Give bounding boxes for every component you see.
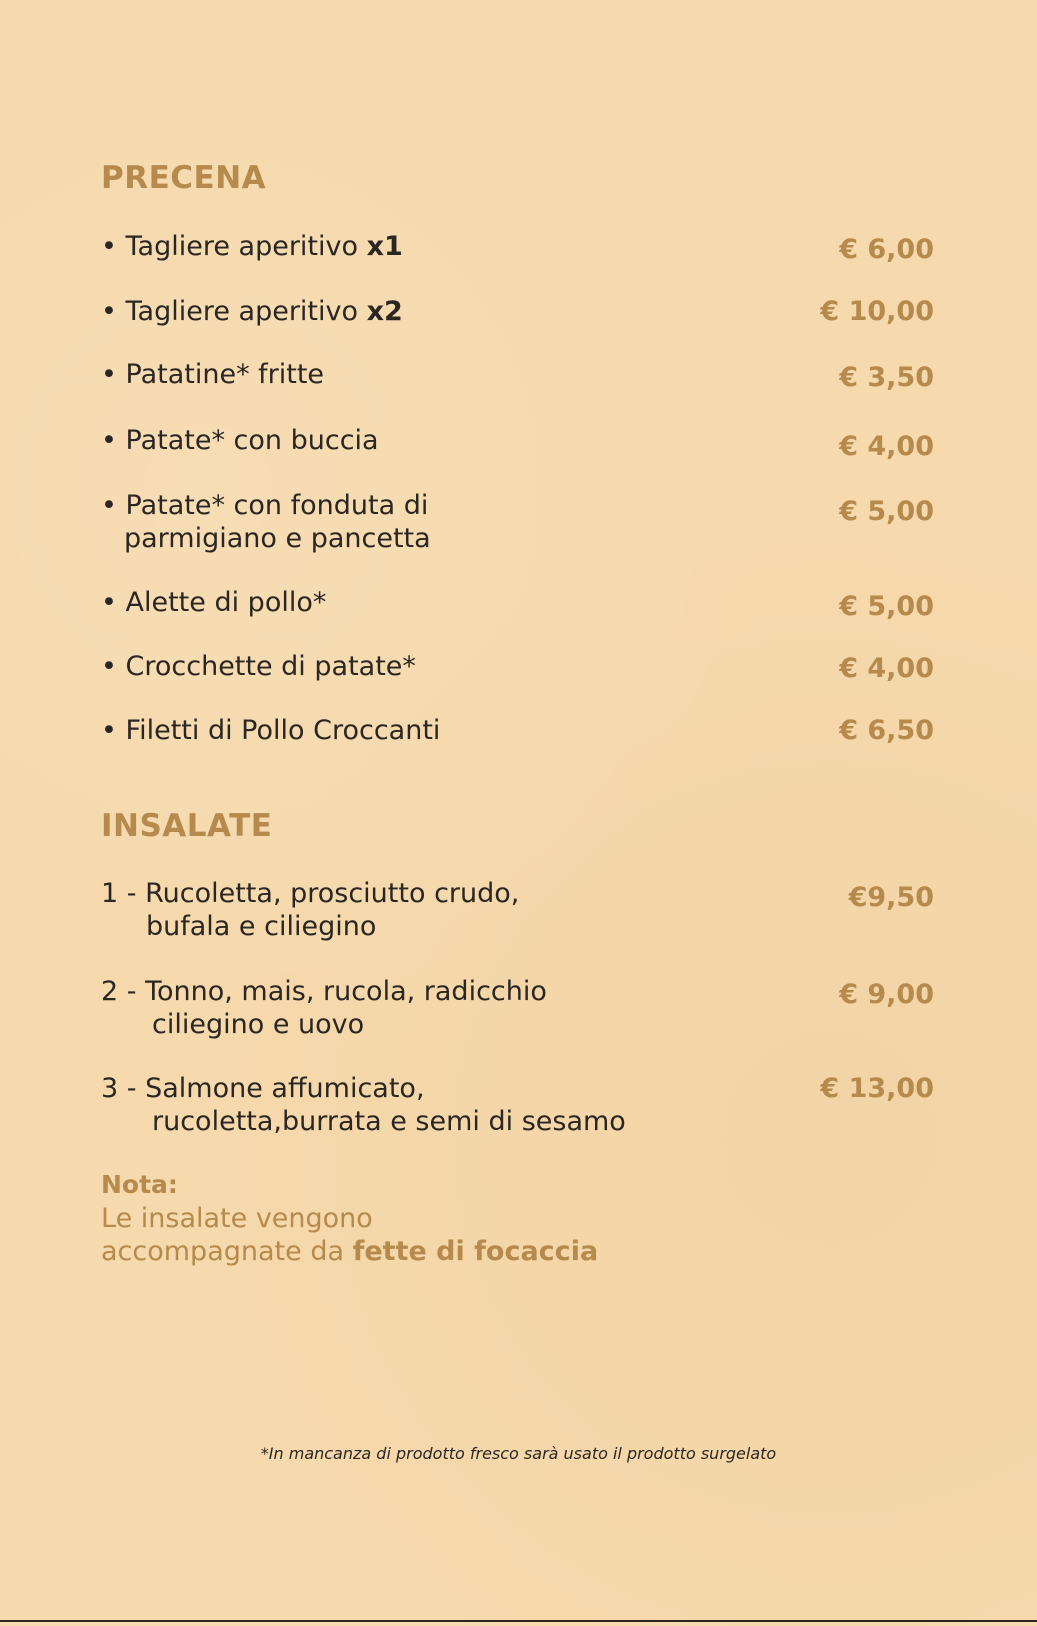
menu-item-patate-fonduta — [101, 489, 721, 555]
item-name: 3 - Salmone affumicato, — [101, 1073, 425, 1104]
menu-item-crocchette: • Crocchette di patate* — [101, 651, 416, 682]
item-name: 1 - Rucoletta, prosciutto crudo, — [101, 878, 520, 909]
salad-item-2 — [101, 975, 721, 1041]
price-salad-3: € 13,00 — [820, 1073, 934, 1104]
nota-line-1: Le insalate vengono — [101, 1203, 373, 1234]
menu-item-patatine: • Patatine* fritte — [101, 359, 325, 390]
menu-item-tagliere-x1 — [101, 230, 721, 263]
price-tagliere-x1: € 6,00 — [839, 234, 934, 265]
salad-item-3 — [101, 1072, 721, 1138]
menu-item-alette: • Alette di pollo* — [101, 587, 327, 618]
nota-text — [101, 1202, 741, 1268]
price-tagliere-x2: € 10,00 — [820, 296, 934, 327]
item-name: • Tagliere aperitivo — [101, 296, 367, 327]
item-name: • Patate* con fonduta di — [101, 490, 429, 521]
nota-highlight: fette di focaccia — [352, 1236, 599, 1267]
section-title-insalate: INSALATE — [101, 808, 273, 844]
menu-item-patate-buccia: • Patate* con buccia — [101, 425, 379, 456]
footnote: *In mancanza di prodotto fresco sarà usato il prodotto surgelato — [260, 1444, 777, 1463]
item-quantity: x1 — [366, 231, 403, 262]
price-patatine: € 3,50 — [839, 362, 934, 393]
salad-item-1 — [101, 877, 721, 943]
nota-label: Nota: — [101, 1170, 178, 1199]
menu-item-tagliere-x2 — [101, 295, 721, 328]
price-patate-fonduta: € 5,00 — [839, 496, 934, 527]
price-crocchette: € 4,00 — [839, 653, 934, 684]
section-title-precena: PRECENA — [101, 160, 267, 196]
item-quantity: x2 — [366, 296, 403, 327]
item-name-continued: ciliegino e uovo — [152, 1009, 365, 1040]
item-name: 2 - Tonno, mais, rucola, radicchio — [101, 976, 547, 1007]
price-salad-2: € 9,00 — [839, 979, 934, 1010]
bottom-border — [0, 1620, 1037, 1622]
item-name-continued: bufala e ciliegino — [146, 911, 377, 942]
nota-line-2: accompagnate da — [101, 1236, 353, 1267]
price-alette: € 5,00 — [839, 591, 934, 622]
price-filetti: € 6,50 — [839, 715, 934, 746]
item-name-continued: parmigiano e pancetta — [124, 523, 431, 554]
menu-item-filetti: • Filetti di Pollo Croccanti — [101, 715, 441, 746]
price-patate-buccia: € 4,00 — [839, 431, 934, 462]
price-salad-1: €9,50 — [848, 882, 934, 913]
item-name: • Tagliere aperitivo — [101, 231, 367, 262]
item-name-continued: rucoletta,burrata e semi di sesamo — [152, 1106, 626, 1137]
